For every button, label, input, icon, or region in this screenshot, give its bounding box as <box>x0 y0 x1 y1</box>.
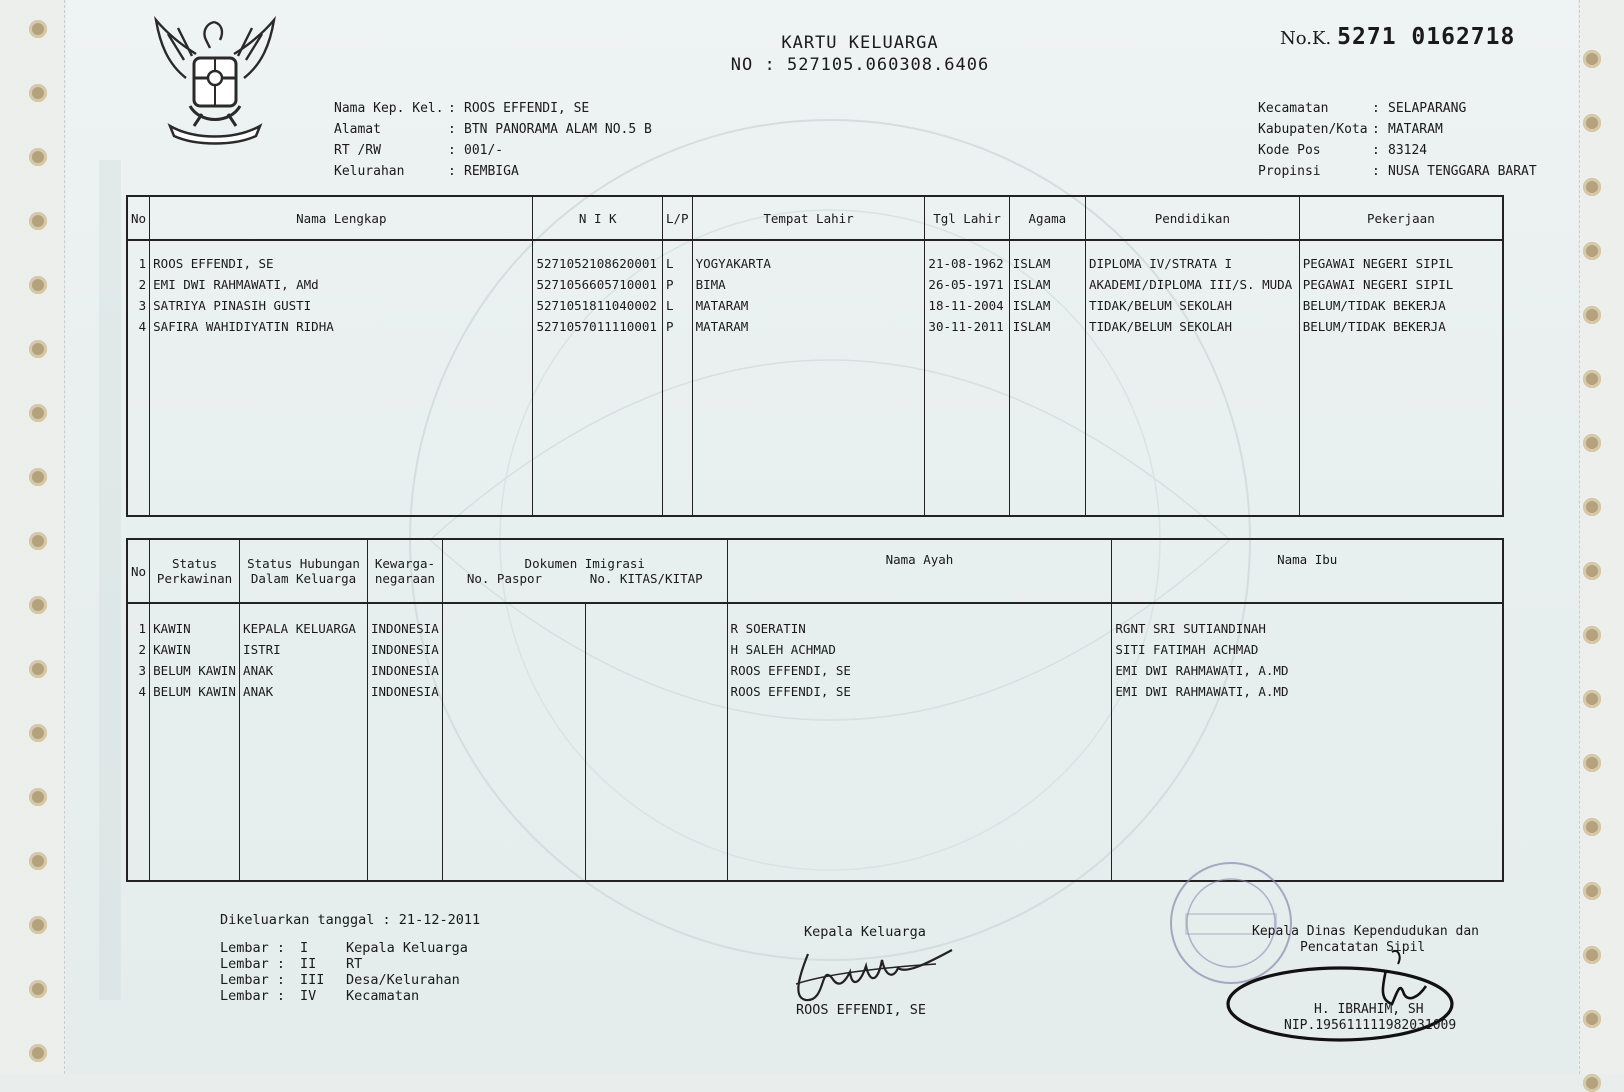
empty-cell <box>1112 702 1503 881</box>
family-members-table <box>126 195 1504 517</box>
info-label: Kabupaten/Kota <box>1258 122 1368 137</box>
empty-cell <box>1009 337 1085 516</box>
cell-pendidikan: DIPLOMA IV/STRATA I <box>1085 240 1299 274</box>
serial-number <box>1280 24 1515 50</box>
dinas-title-line2: Pencatatan Sipil <box>1300 940 1426 955</box>
cell-tempat: YOGYAKARTA <box>692 240 925 274</box>
info-separator: : <box>1372 143 1380 158</box>
col-nama-ayah: Nama Ayah <box>727 539 1112 603</box>
col-lp: L/P <box>662 196 692 240</box>
info-separator: : <box>448 164 456 179</box>
cell-nik: 5271057011110001 <box>533 316 662 337</box>
info-row <box>1258 161 1537 182</box>
feed-hole <box>29 788 47 806</box>
feed-hole <box>1583 306 1601 324</box>
empty-cell <box>692 337 925 516</box>
cell-ibu: EMI DWI RAHMAWATI, A.MD <box>1112 660 1503 681</box>
info-separator: : <box>1372 101 1380 116</box>
official-name: H. IBRAHIM, SH <box>1314 1002 1424 1017</box>
cell-no: 2 <box>127 274 150 295</box>
sheet-row <box>220 956 468 972</box>
feed-hole <box>1583 434 1601 452</box>
info-row <box>334 161 652 182</box>
cell-status: BELUM KAWIN <box>150 660 240 681</box>
table-row <box>127 295 1503 316</box>
feed-hole <box>1583 690 1601 708</box>
empty-cell <box>368 702 443 881</box>
document-title <box>690 32 1030 76</box>
table-row <box>127 660 1503 681</box>
col-nik: N I K <box>533 196 662 240</box>
cell-nik: 5271052108620001 <box>533 240 662 274</box>
right-feed-strip <box>1579 0 1624 1074</box>
issued-date: Dikeluarkan tanggal : 21-12-2011 <box>220 912 481 928</box>
col-nama-lengkap: Nama Lengkap <box>150 196 533 240</box>
cell-status: BELUM KAWIN <box>150 681 240 702</box>
table-row <box>127 240 1503 274</box>
feed-hole <box>29 20 47 38</box>
col-agama: Agama <box>1009 196 1085 240</box>
feed-hole <box>29 980 47 998</box>
info-row <box>1258 140 1537 161</box>
sheet-label: Lembar : <box>220 940 286 956</box>
cell-pendidikan: TIDAK/BELUM SEKOLAH <box>1085 316 1299 337</box>
sheet-recipient: Desa/Kelurahan <box>346 972 460 988</box>
cell-no: 1 <box>127 603 150 639</box>
info-value: ROOS EFFENDI, SE <box>464 101 590 116</box>
info-value: BTN PANORAMA ALAM NO.5 B <box>464 122 652 137</box>
dinas-title-line1: Kepala Dinas Kependudukan dan <box>1252 924 1479 939</box>
cell-nama: EMI DWI RAHMAWATI, AMd <box>150 274 533 295</box>
empty-cell <box>240 702 368 881</box>
cell-agama: ISLAM <box>1009 295 1085 316</box>
sheet-recipient: RT <box>346 956 363 972</box>
cell-kitas <box>585 681 727 702</box>
cell-kewarganegaraan: INDONESIA <box>368 681 443 702</box>
cell-hubungan: KEPALA KELUARGA <box>240 603 368 639</box>
cell-tempat: MATARAM <box>692 295 925 316</box>
cell-nama: SATRIYA PINASIH GUSTI <box>150 295 533 316</box>
feed-hole <box>29 724 47 742</box>
cell-no: 4 <box>127 316 150 337</box>
col-no: No <box>127 539 150 603</box>
garuda-emblem-icon <box>150 14 280 152</box>
info-value: SELAPARANG <box>1388 101 1467 116</box>
feed-hole <box>1583 114 1601 132</box>
cell-pekerjaan: PEGAWAI NEGERI SIPIL <box>1299 240 1503 274</box>
sheet-number: IV <box>300 988 317 1004</box>
col-pekerjaan: Pekerjaan <box>1299 196 1503 240</box>
cell-status: KAWIN <box>150 639 240 660</box>
cell-kewarganegaraan: INDONESIA <box>368 603 443 639</box>
feed-hole <box>29 276 47 294</box>
feed-hole <box>1583 1010 1601 1028</box>
info-row <box>334 140 652 161</box>
info-row <box>334 98 652 119</box>
info-row <box>1258 98 1537 119</box>
feed-hole <box>29 916 47 934</box>
kepala-keluarga-title: Kepala Keluarga <box>804 924 926 940</box>
info-value: MATARAM <box>1388 122 1443 137</box>
feed-hole <box>29 148 47 166</box>
feed-hole <box>1583 818 1601 836</box>
cell-lp: L <box>662 240 692 274</box>
table-header-row <box>127 539 1503 603</box>
cell-ibu: SITI FATIMAH ACHMAD <box>1112 639 1503 660</box>
sheet-number: I <box>300 940 309 956</box>
info-value: REMBIGA <box>464 164 519 179</box>
family-status-table <box>126 538 1504 882</box>
empty-cell <box>150 337 533 516</box>
serial-label: No.K. <box>1280 28 1332 49</box>
serial-value: 5271 0162718 <box>1337 24 1516 50</box>
feed-hole <box>1583 178 1601 196</box>
cell-nama: ROOS EFFENDI, SE <box>150 240 533 274</box>
cell-lp: L <box>662 295 692 316</box>
kepala-keluarga-name: ROOS EFFENDI, SE <box>796 1002 927 1018</box>
feed-hole <box>29 340 47 358</box>
empty-cell <box>662 337 692 516</box>
feed-hole <box>1583 370 1601 388</box>
cell-tgl: 21-08-1962 <box>925 240 1009 274</box>
cell-no: 4 <box>127 681 150 702</box>
info-separator: : <box>448 143 456 158</box>
table-header-row <box>127 196 1503 240</box>
cell-pekerjaan: PEGAWAI NEGERI SIPIL <box>1299 274 1503 295</box>
feed-hole <box>1583 50 1601 68</box>
empty-cell <box>1085 337 1299 516</box>
cell-kewarganegaraan: INDONESIA <box>368 660 443 681</box>
table-filler-row <box>127 702 1503 881</box>
sheet-recipient: Kecamatan <box>346 988 420 1004</box>
info-separator: : <box>448 101 456 116</box>
cell-ayah: H SALEH ACHMAD <box>727 639 1112 660</box>
empty-cell <box>925 337 1009 516</box>
cell-kitas <box>585 660 727 681</box>
cell-paspor <box>442 603 585 639</box>
feed-hole <box>1583 1074 1601 1092</box>
info-label: RT /RW <box>334 143 381 158</box>
col-tempat-lahir: Tempat Lahir <box>692 196 925 240</box>
cell-ibu: RGNT SRI SUTIANDINAH <box>1112 603 1503 639</box>
sheet-distribution <box>220 940 468 1004</box>
cell-status: KAWIN <box>150 603 240 639</box>
cell-paspor <box>442 660 585 681</box>
cell-nik: 5271056605710001 <box>533 274 662 295</box>
empty-cell <box>442 702 585 881</box>
empty-cell <box>1299 337 1503 516</box>
col-status-hubungan: Status Hubungan Dalam Keluarga <box>240 539 368 603</box>
empty-cell <box>127 337 150 516</box>
col-tgl-lahir: Tgl Lahir <box>925 196 1009 240</box>
info-separator: : <box>448 122 456 137</box>
table-row <box>127 316 1503 337</box>
cell-paspor <box>442 639 585 660</box>
sheet-row <box>220 988 468 1004</box>
col-kitas: No. KITAS/KITAP <box>589 571 703 586</box>
sheet-label: Lembar : <box>220 972 286 988</box>
feed-hole <box>1583 882 1601 900</box>
info-label: Kelurahan <box>334 164 405 179</box>
region-info <box>1258 98 1537 182</box>
feed-hole <box>29 1044 47 1062</box>
sheet-row <box>220 972 468 988</box>
feed-hole <box>29 596 47 614</box>
cell-pekerjaan: BELUM/TIDAK BEKERJA <box>1299 295 1503 316</box>
feed-hole <box>1583 562 1601 580</box>
feed-hole <box>1583 498 1601 516</box>
cell-agama: ISLAM <box>1009 274 1085 295</box>
table-row <box>127 681 1503 702</box>
cell-tempat: BIMA <box>692 274 925 295</box>
col-pendidikan: Pendidikan <box>1085 196 1299 240</box>
info-label: Propinsi <box>1258 164 1321 179</box>
feed-hole <box>29 84 47 102</box>
cell-ayah: ROOS EFFENDI, SE <box>727 660 1112 681</box>
feed-hole <box>1583 946 1601 964</box>
table-row <box>127 639 1503 660</box>
sheet-label: Lembar : <box>220 988 286 1004</box>
info-value: NUSA TENGGARA BARAT <box>1388 164 1537 179</box>
info-row <box>334 119 652 140</box>
info-separator: : <box>1372 164 1380 179</box>
info-value: 001/- <box>464 143 504 158</box>
col-status-perkawinan: Status Perkawinan <box>150 539 240 603</box>
cell-ayah: ROOS EFFENDI, SE <box>727 681 1112 702</box>
cell-hubungan: ANAK <box>240 681 368 702</box>
cell-tempat: MATARAM <box>692 316 925 337</box>
cell-paspor <box>442 681 585 702</box>
sheet-row <box>220 940 468 956</box>
feed-hole <box>29 660 47 678</box>
feed-hole <box>1583 242 1601 260</box>
sheet-recipient: Kepala Keluarga <box>346 940 468 956</box>
cell-nik: 5271051811040002 <box>533 295 662 316</box>
feed-hole <box>1583 754 1601 772</box>
sheet-number: II <box>300 956 317 972</box>
title-text: KARTU KELUARGA <box>781 33 939 53</box>
cell-pendidikan: AKADEMI/DIPLOMA III/S. MUDA <box>1085 274 1299 295</box>
cell-pekerjaan: BELUM/TIDAK BEKERJA <box>1299 316 1503 337</box>
cell-nama: SAFIRA WAHIDIYATIN RIDHA <box>150 316 533 337</box>
cell-no: 2 <box>127 639 150 660</box>
empty-cell <box>127 702 150 881</box>
cell-lp: P <box>662 316 692 337</box>
cell-no: 3 <box>127 295 150 316</box>
sheet-number: III <box>300 972 325 988</box>
cell-hubungan: ANAK <box>240 660 368 681</box>
sheet-label: Lembar : <box>220 956 286 972</box>
official-nip: NIP.195611111982031009 <box>1284 1018 1457 1033</box>
household-info <box>334 98 652 182</box>
cell-kewarganegaraan: INDONESIA <box>368 639 443 660</box>
col-paspor: No. Paspor <box>466 571 543 586</box>
info-separator: : <box>1372 122 1380 137</box>
cell-lp: P <box>662 274 692 295</box>
feed-hole <box>1583 626 1601 644</box>
kk-number-line: NO : 527105.060308.6406 <box>730 55 990 75</box>
table-row <box>127 603 1503 639</box>
info-label: Kecamatan <box>1258 101 1329 116</box>
feed-hole <box>29 468 47 486</box>
cell-kitas <box>585 639 727 660</box>
cell-agama: ISLAM <box>1009 316 1085 337</box>
col-nama-ibu: Nama Ibu <box>1112 539 1503 603</box>
info-value: 83124 <box>1388 143 1428 158</box>
info-label: Nama Kep. Kel. <box>334 101 444 116</box>
col-no: No <box>127 196 150 240</box>
empty-cell <box>150 702 240 881</box>
table-row <box>127 274 1503 295</box>
cell-ayah: R SOERATIN <box>727 603 1112 639</box>
table-filler-row <box>127 337 1503 516</box>
cell-ibu: EMI DWI RAHMAWATI, A.MD <box>1112 681 1503 702</box>
feed-hole <box>29 532 47 550</box>
feed-hole <box>29 852 47 870</box>
cell-no: 3 <box>127 660 150 681</box>
cell-tgl: 30-11-2011 <box>925 316 1009 337</box>
cell-hubungan: ISTRI <box>240 639 368 660</box>
cell-no: 1 <box>127 240 150 274</box>
info-label: Alamat <box>334 122 381 137</box>
info-label: Kode Pos <box>1258 143 1321 158</box>
empty-cell <box>533 337 662 516</box>
cell-kitas <box>585 603 727 639</box>
cell-agama: ISLAM <box>1009 240 1085 274</box>
info-row <box>1258 119 1537 140</box>
empty-cell <box>585 702 727 881</box>
feed-hole <box>29 212 47 230</box>
cell-pendidikan: TIDAK/BELUM SEKOLAH <box>1085 295 1299 316</box>
col-kewarganegaraan: Kewarga- negaraan <box>368 539 443 603</box>
cell-tgl: 26-05-1971 <box>925 274 1009 295</box>
feed-hole <box>29 404 47 422</box>
col-dokumen-imigrasi: Dokumen Imigrasi No. Paspor No. KITAS/KITAP <box>442 539 727 603</box>
empty-cell <box>727 702 1112 881</box>
cell-tgl: 18-11-2004 <box>925 295 1009 316</box>
